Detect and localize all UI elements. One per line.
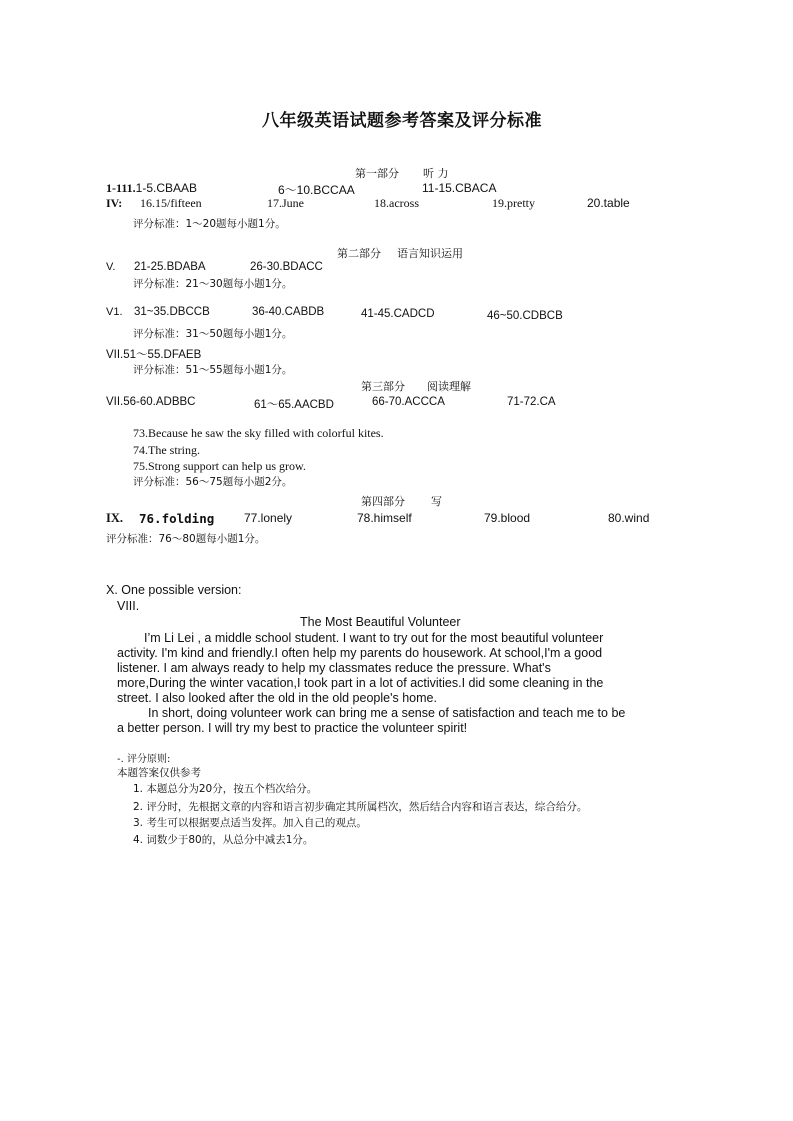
essay-line: I’m Li Lei , a middle school student. I want to try out for the most beautiful volunteer bbox=[144, 631, 604, 645]
essay-line: a better person. I will try my best to practice the volunteer spirit! bbox=[117, 721, 468, 735]
scoring-note: 评分标准：76～80题每小题1分。 bbox=[106, 533, 266, 545]
answer-item: 80.wind bbox=[608, 511, 650, 525]
answer-group: 61～65.AACBD bbox=[254, 399, 334, 411]
answer-group: 36-40.CABDB bbox=[252, 306, 325, 318]
part2-heading bbox=[337, 245, 463, 261]
answer-group: 46~50.CDBCB bbox=[487, 310, 563, 322]
grading-heading: -. 评分原则: bbox=[117, 754, 171, 765]
row-label: IV: bbox=[106, 196, 123, 210]
essay-intro: X. One possible version: bbox=[106, 583, 242, 597]
grading-item: 2. 评分时，先根据文章的内容和语言初步确定其所属档次，然后结合内容和语言表达，综合给分。 bbox=[133, 801, 588, 813]
answer-group: 66-70.ACCCA bbox=[372, 396, 445, 408]
essay-line: listener. I am always ready to help my classmates reduce the pressure. What's bbox=[117, 661, 551, 675]
part1-heading-topic: 听 力 bbox=[423, 167, 449, 180]
part1-heading bbox=[355, 165, 449, 181]
answer-group: 71-72.CA bbox=[507, 396, 556, 408]
answer-item: 78.himself bbox=[357, 511, 412, 525]
answer-group: 31~35.DBCCB bbox=[134, 306, 210, 318]
answer-row: VII.51～55.DFAEB bbox=[106, 349, 202, 361]
answer-item: 77.lonely bbox=[244, 511, 293, 525]
scoring-note: 评分标准：21～30题每小题1分。 bbox=[133, 278, 293, 290]
answer-group: 41-45.CADCD bbox=[361, 308, 435, 320]
part3-heading-topic: 阅读理解 bbox=[427, 380, 471, 393]
part4-heading-number: 第四部分 bbox=[361, 495, 405, 508]
essay-title: The Most Beautiful Volunteer bbox=[300, 615, 461, 629]
grading-item: 1. 本题总分为20分，按五个档次给分。 bbox=[133, 783, 318, 795]
answer-item: 19.pretty bbox=[492, 196, 535, 210]
part3-heading-number: 第三部分 bbox=[361, 380, 405, 393]
row-label: V. bbox=[106, 261, 116, 273]
answer-item: 18.across bbox=[374, 196, 419, 210]
answer-item: 79.blood bbox=[484, 511, 531, 525]
essay-label: VIII. bbox=[117, 599, 140, 613]
grading-item: 3. 考生可以根据要点适当发挥。加入自己的观点。 bbox=[133, 817, 367, 829]
answer-75: 75.Strong support can help us grow. bbox=[133, 459, 306, 473]
part2-heading-topic: 语言知识运用 bbox=[397, 247, 463, 260]
answer-item: 20.table bbox=[587, 196, 630, 210]
essay-line: street. I also looked after the old in the old people's home. bbox=[117, 691, 437, 705]
essay-line: In short, doing volunteer work can bring me a sense of satisfaction and teach me to be bbox=[148, 706, 626, 720]
part1-heading-number: 第一部分 bbox=[355, 167, 399, 180]
essay-line: activity. I'm kind and friendly.I often help my parents do housework. At school,I'm a good bbox=[117, 646, 603, 660]
answer-item: 76.folding bbox=[139, 511, 215, 526]
grading-subheading: 本题答案仅供参考 bbox=[117, 767, 201, 779]
page-title: 八年级英语试题参考答案及评分标准 bbox=[262, 111, 542, 131]
answer-item: 17.June bbox=[267, 196, 304, 210]
answer-74: 74.The string. bbox=[133, 443, 200, 457]
answer-item: 16.15/fifteen bbox=[140, 196, 202, 210]
part2-heading-number: 第二部分 bbox=[337, 247, 381, 260]
answer-group: 6～10.BCCAA bbox=[278, 183, 355, 197]
answer-group: VII.56-60.ADBBC bbox=[106, 396, 196, 408]
scoring-note: 评分标准：31～50题每小题1分。 bbox=[133, 328, 293, 340]
part4-heading-topic: 写 bbox=[431, 495, 442, 508]
grading-item: 4. 词数少于80的，从总分中减去1分。 bbox=[133, 834, 314, 846]
scoring-note: 评分标准：1～20题每小题1分。 bbox=[133, 218, 286, 230]
row-label: 1-111. bbox=[106, 181, 136, 195]
part1-row1 bbox=[106, 181, 197, 196]
row-label: IX. bbox=[106, 511, 124, 525]
row-label: V1. bbox=[106, 306, 123, 318]
scoring-note: 评分标准：56～75题每小题2分。 bbox=[133, 476, 293, 488]
answer-73: 73.Because he saw the sky filled with colorful kites. bbox=[133, 426, 384, 440]
answer-group: 1-5.CBAAB bbox=[135, 181, 198, 195]
part4-heading bbox=[361, 493, 442, 509]
essay-line: more,During the winter vacation,I took part in a lot of activities.I did some cleaning in the bbox=[117, 676, 604, 690]
answer-group: 26-30.BDACC bbox=[250, 261, 323, 273]
answer-group: 21-25.BDABA bbox=[134, 261, 206, 273]
scoring-note: 评分标准：51～55题每小题1分。 bbox=[133, 364, 293, 376]
part3-heading bbox=[361, 378, 471, 394]
answer-group: 11-15.CBACA bbox=[422, 181, 497, 195]
